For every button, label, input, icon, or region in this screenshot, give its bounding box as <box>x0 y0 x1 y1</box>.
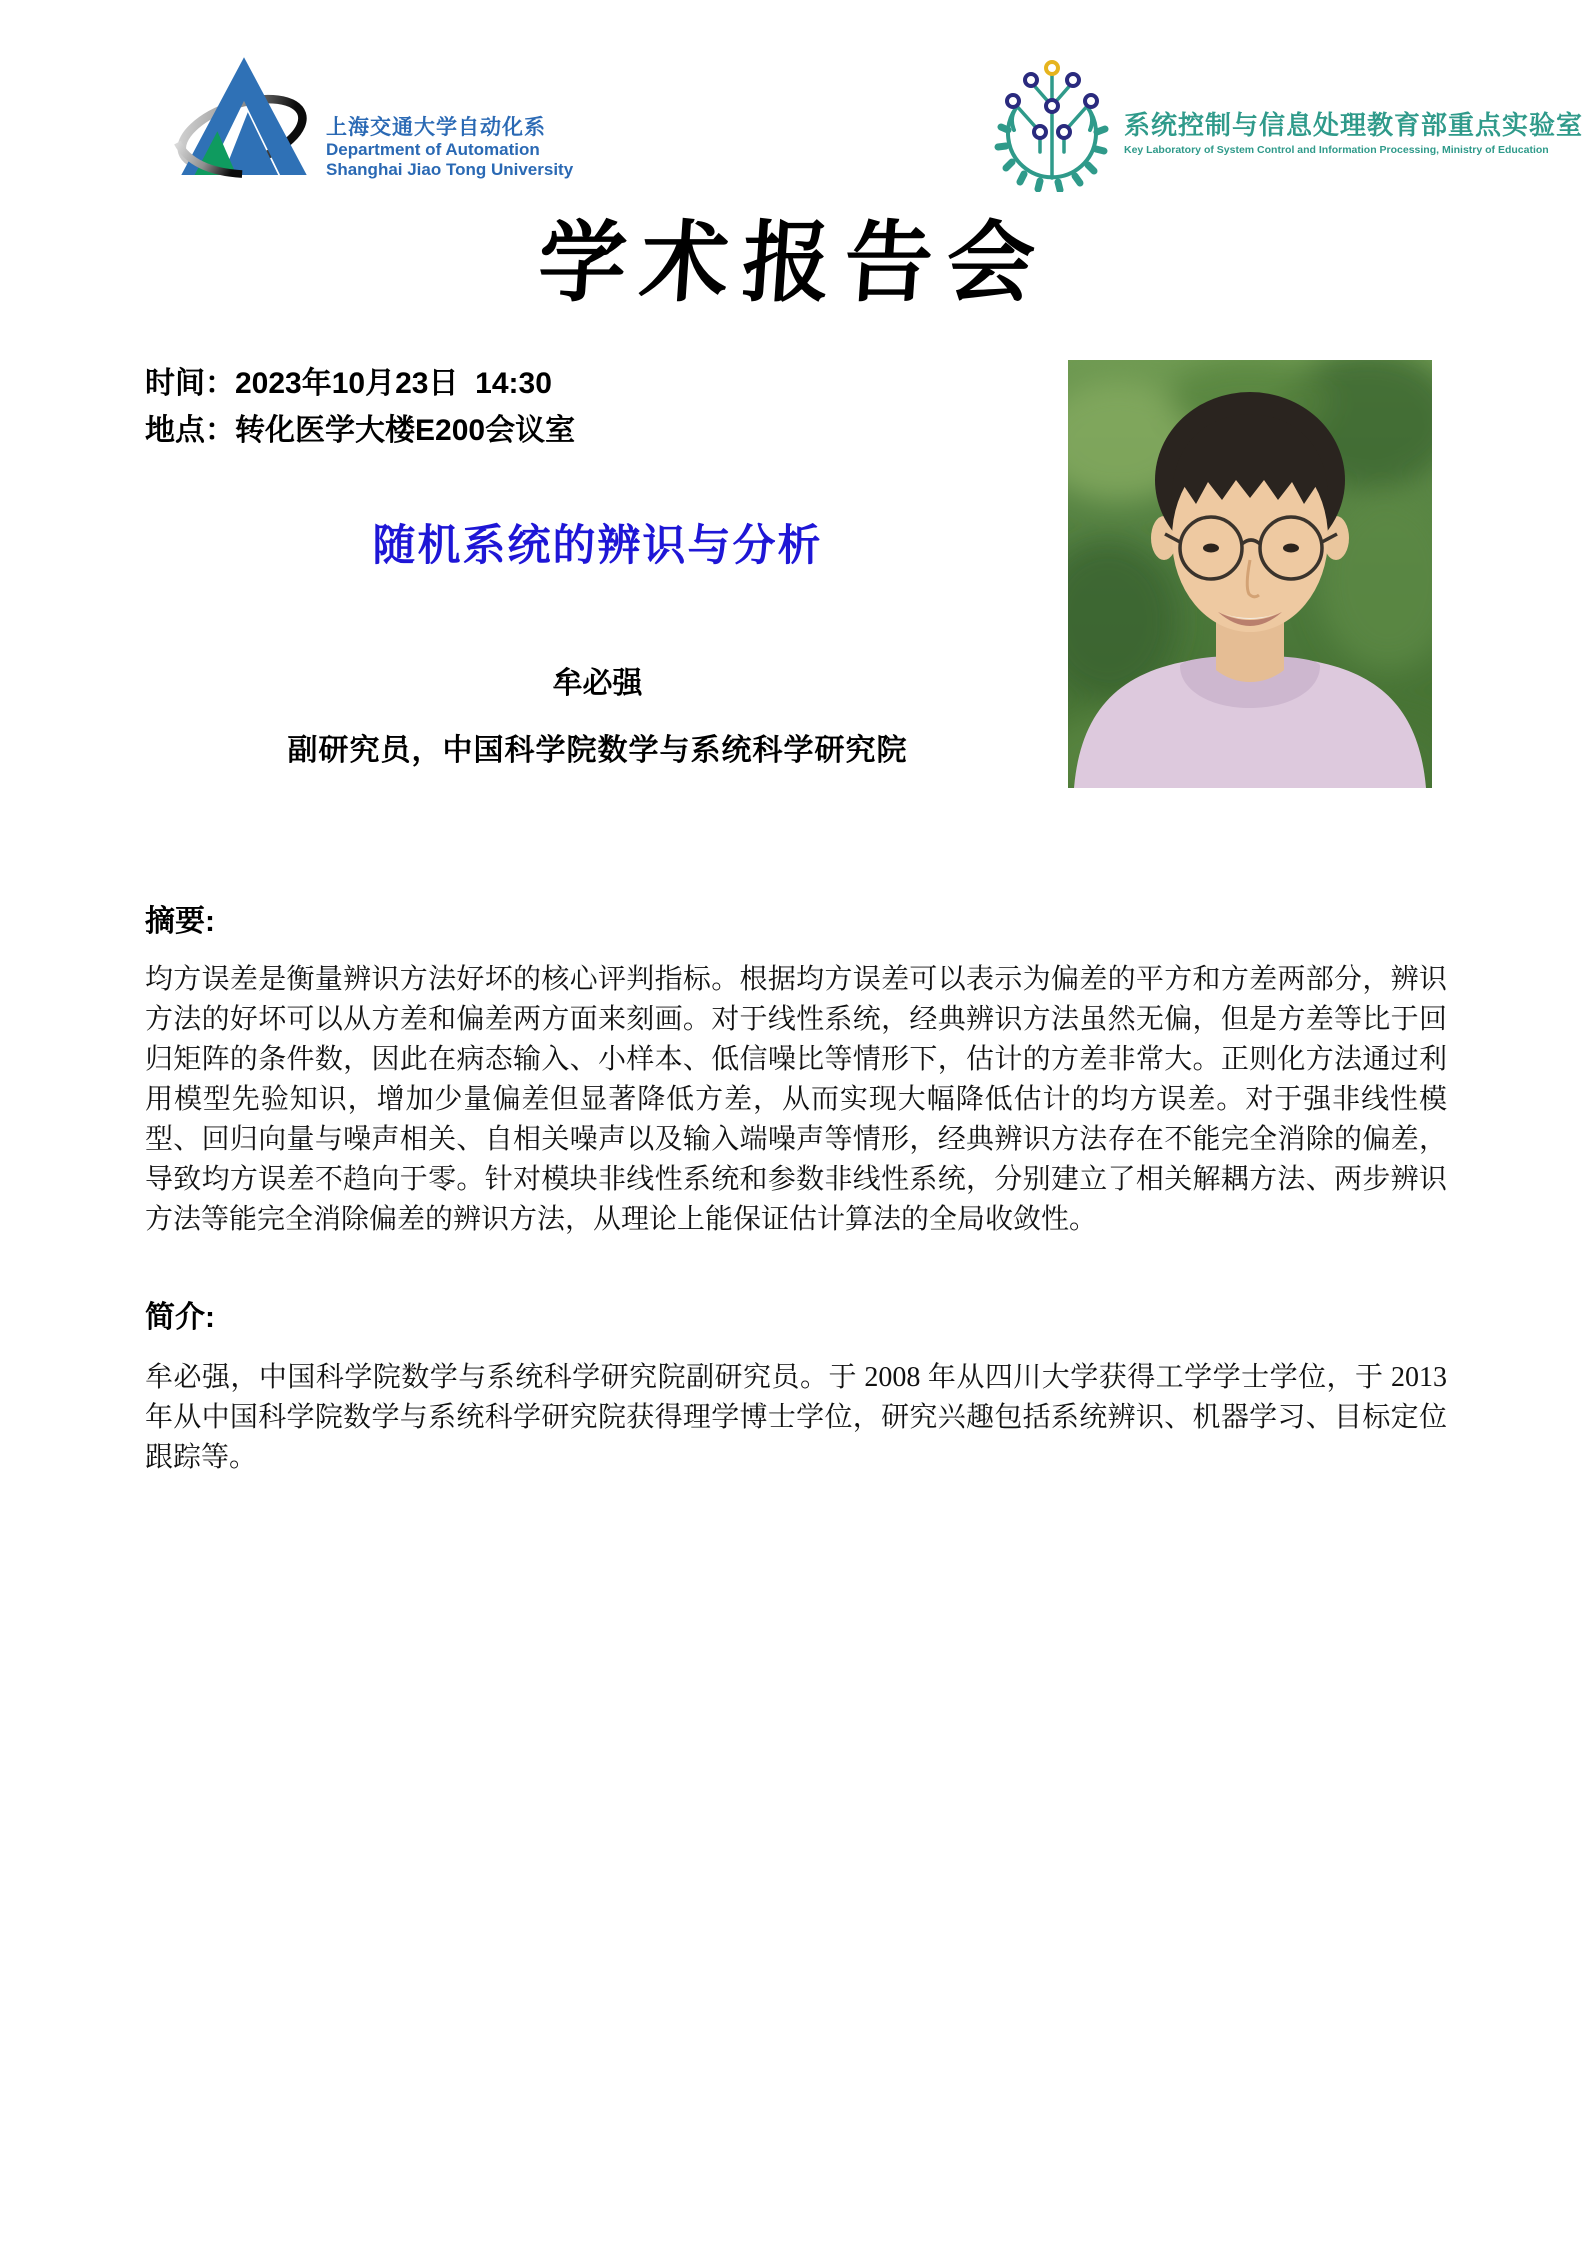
event-venue-row <box>145 407 575 454</box>
abstract-heading: 摘要: <box>145 905 215 938</box>
event-meta <box>145 360 575 454</box>
sjtu-name-en2: Shanghai Jiao Tong University <box>326 160 574 179</box>
sjtu-name-cn: 上海交通大学自动化系 <box>326 116 546 139</box>
event-venue-label: 地点： <box>145 414 235 447</box>
event-time-value: 2023年10月23日 14:30 <box>235 367 552 400</box>
keylab-name-en: Key Laboratory of System Control and Information Processing, Ministry of Education <box>1124 144 1549 156</box>
sjtu-triangle-icon <box>168 48 320 188</box>
abstract-body: 均方误差是衡量辨识方法好坏的核心评判指标。根据均方误差可以表示为偏差的平方和方差两部分，辨识方法的好坏可以从方差和偏差两方面来刻画。对于线性系统，经典辨识方法虽然无偏，但是方差等比于回归矩阵的条件数，因此在病态输入、小样本、低信噪比等情形下，估计的方差非常大。正则化方法通过利用模型先验知识，增加少量偏差但显著降低方差，从而实现大幅降低估计的均方误差。对于强非线性模型、回归向量与噪声相关、自相关噪声以及输入端噪声等情形，经典辨识方法存在不能完全消除的偏差，导致均方误差不趋向于零。针对模块非线性系统和参数非线性系统，分别建立了相关解耦方法、两步辨识方法等能完全消除偏差的辨识方法，从理论上能保证估计算法的全局收敛性。 <box>145 964 1447 1235</box>
event-venue-value: 转化医学大楼E200会议室 <box>235 414 576 447</box>
banner-title: 学术报告会 <box>534 210 1053 314</box>
event-time-label: 时间： <box>145 367 235 400</box>
keylab-gear-icon <box>992 52 1112 192</box>
sjtu-logo <box>168 48 573 188</box>
keylab-logo <box>992 52 1583 192</box>
speaker-affiliation: 副研究员，中国科学院数学与系统科学研究院 <box>287 734 908 767</box>
event-time-row <box>145 360 575 407</box>
speaker-name: 牟必强 <box>552 667 643 700</box>
speaker-photo-image <box>1068 360 1432 788</box>
bio-heading: 简介: <box>145 1301 215 1334</box>
keylab-logo-text <box>1124 110 1583 157</box>
sjtu-name-en1: Department of Automation <box>326 140 540 159</box>
talk-title: 随机系统的辨识与分析 <box>372 522 823 570</box>
sjtu-logo-text <box>326 115 573 180</box>
speaker-photo <box>1068 360 1432 788</box>
keylab-name-cn: 系统控制与信息处理教育部重点实验室 <box>1124 110 1584 140</box>
bio-body: 牟必强，中国科学院数学与系统科学研究院副研究员。于 2008 年从四川大学获得工学学士学位，于 2013 年从中国科学院数学与系统科学研究院获得理学博士学位，研究兴趣包括系统辨识、机器学习、目标定位跟踪等。 <box>145 1362 1447 1473</box>
